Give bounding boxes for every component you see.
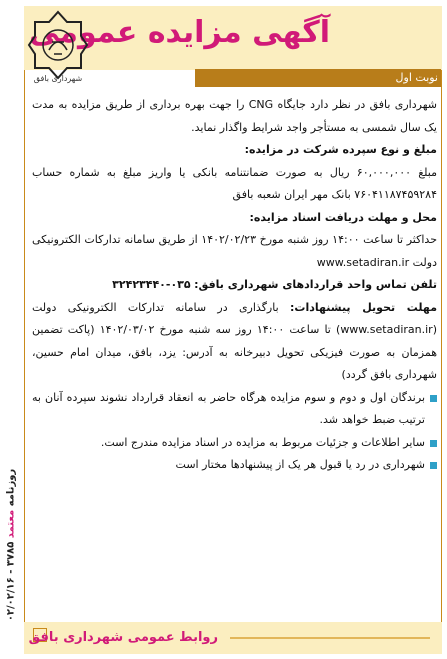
footer-text: روابط عمومی شهرداری بافق	[28, 630, 218, 645]
intro-paragraph	[32, 94, 437, 139]
footer-divider	[230, 637, 430, 639]
newspaper-imprint	[6, 469, 17, 621]
bullet-item-1: برندگان اول و دوم و سوم مزایده هرگاه حاضر به انعقاد قرارداد نشوند سپرده آنان به ترتیب ضبط خواهد شد.	[32, 387, 437, 432]
proposal-heading: مهلت تحویل پیشنهادات:	[290, 300, 437, 314]
phone-section	[32, 274, 437, 297]
municipality-logo-icon	[29, 10, 87, 80]
bullet-item-2: سایر اطلاعات و جزئیات مربوط به مزایده در اسناد مزایده مندرج است.	[32, 432, 437, 455]
newspaper-label: روزنامه	[5, 468, 17, 507]
issue-number: ۳۷۸۵ - ۰۲/۰۲/۱۶	[5, 541, 17, 622]
docs-section	[32, 207, 437, 275]
turn-label: نوبت اول	[395, 71, 438, 84]
bullet-list	[32, 387, 437, 477]
docs-text: حداکثر تا ساعت ۱۴:۰۰ روز شنبه مورخ ۱۴۰۲/۰۲/۲۳ از طریق سامانه تدارکات الکترونیکی دولت www.setadiran.ir	[32, 233, 437, 269]
bullet-item-3: شهرداری در رد یا قبول هر یک از پیشنهادها مختار است	[32, 454, 437, 477]
logo-label: شهرداری بافق	[33, 74, 83, 83]
deposit-text: مبلغ ۶۰,۰۰۰,۰۰۰ ریال به صورت ضمانتنامه بانکی یا واریز مبلغ به شماره حساب ۷۶۰۴۱۱۸۷۴۵۹۲۸۴ بانک مهر ایران شعبه بافق	[32, 165, 437, 201]
phone-number: ۰۳۵-۳۲۴۲۳۴۴۰	[112, 278, 191, 291]
proposal-text: بارگذاری در سامانه تدارکات الکترونیکی دولت (www.setadiran.ir) تا ساعت ۱۴:۰۰ روز سه شنبه مورخ ۱۴۰۲/۰۳/۰۲ (پاکت تضمین همزمان به صورت فیزیکی تحویل دبیرخانه به آدرس: یزد، بافق، میدان امام حسین، شهرداری بافق گردد)	[32, 300, 437, 381]
proposal-section	[32, 297, 437, 387]
notice-body	[32, 94, 437, 477]
docs-heading: محل و مهلت دریافت اسناد مزایده:	[249, 210, 437, 224]
notice-title: آگهی مزایده عمومی	[29, 15, 330, 50]
newspaper-name: معتمد	[5, 509, 17, 539]
deposit-section	[32, 139, 437, 207]
phone-heading: تلفن تماس واحد قراردادهای شهرداری بافق:	[194, 278, 437, 291]
intro-text: شهرداری بافق در نظر دارد جایگاه CNG را جهت بهره برداری از طریق مزایده به مدت یک سال شمسی به مستأجر واجد شرایط واگذار نماید.	[32, 98, 437, 134]
deposit-heading: مبلغ و نوع سپرده شرکت در مزایده:	[244, 143, 437, 156]
